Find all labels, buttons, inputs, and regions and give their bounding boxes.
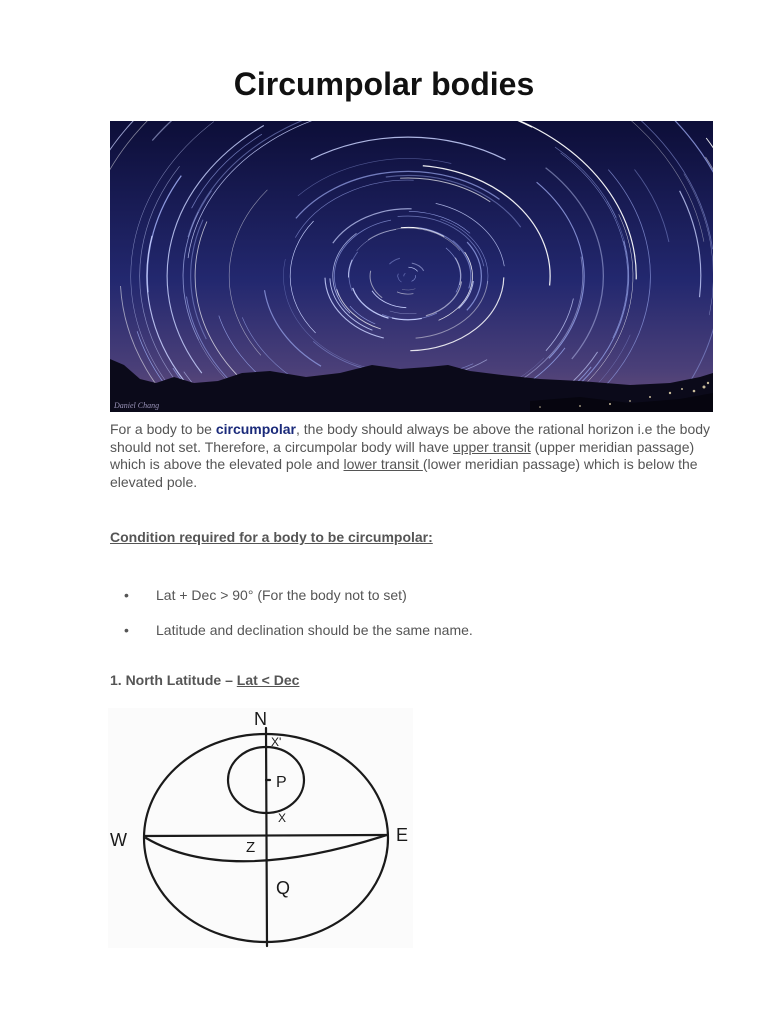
label-upper-body: X': [271, 735, 282, 749]
label-west: W: [110, 830, 127, 850]
label-equator: Q: [276, 878, 291, 898]
lower-transit-term: lower transit: [343, 456, 423, 472]
bullet-icon: •: [124, 622, 129, 638]
intro-paragraph: [110, 421, 715, 491]
intro-text-1: For a body to be: [110, 421, 216, 437]
section-heading-condition: Lat < Dec: [236, 672, 300, 688]
intro-text-2: , the body should always be above the rational horizon i.e the body should not set. Therefore, a circumpolar body will have: [110, 421, 711, 455]
intro-text-3: (upper meridian passage) which is above the elevated pole and: [110, 438, 695, 472]
condition-list: [110, 587, 710, 657]
photo-credit: Daniel Chang: [114, 401, 160, 410]
label-east: E: [396, 825, 409, 845]
label-north: N: [254, 709, 267, 729]
list-item: [110, 622, 710, 639]
list-item: [110, 587, 710, 604]
list-item-text: Lat + Dec > 90° (For the body not to set): [156, 587, 407, 603]
horizon-line: [144, 835, 387, 836]
section-heading-prefix: 1. North Latitude –: [110, 672, 237, 688]
bullet-icon: •: [124, 587, 129, 603]
label-lower-body: X: [278, 811, 287, 825]
condition-heading: Condition required for a body to be circumpolar:: [110, 529, 433, 545]
meridian-line: [266, 728, 267, 946]
page-title: Circumpolar bodies: [233, 66, 535, 102]
key-term-circumpolar: circumpolar: [215, 421, 296, 437]
star-trails-photo: [110, 121, 713, 412]
upper-transit-term: upper transit: [452, 438, 531, 455]
celestial-sphere-diagram: [108, 708, 413, 948]
section-heading-north-latitude: [110, 672, 299, 688]
label-zenith: Z: [246, 839, 256, 856]
list-item-text: Latitude and declination should be the same name.: [156, 622, 473, 638]
intro-text-4: (lower meridian passage) which is below the elevated pole.: [110, 456, 698, 490]
label-pole: P: [276, 774, 287, 791]
